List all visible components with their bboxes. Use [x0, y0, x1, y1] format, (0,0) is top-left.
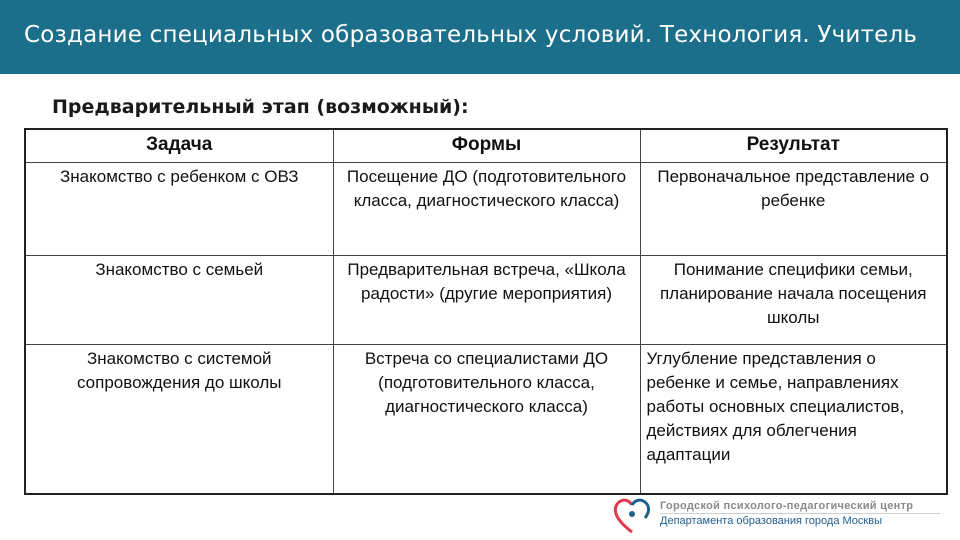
- task-cell: Знакомство с семьей: [25, 256, 333, 345]
- result-cell: Понимание специфики семьи, планирование начала посещения школы: [640, 256, 947, 345]
- task-cell: Знакомство с ребенком с ОВЗ: [25, 163, 333, 256]
- result-cell: Углубление представления о ребенке и семье, направлениях работы основных специалистов, действиях для облегчения адаптации: [640, 345, 947, 495]
- column-header-result: Результат: [640, 129, 947, 163]
- forms-cell: Встреча со специалистами ДО (подготовительного класса, диагностического класса): [333, 345, 640, 495]
- slide-header: [0, 0, 960, 74]
- column-header-task: Задача: [25, 129, 333, 163]
- result-cell: Первоначальное представление о ребенке: [640, 163, 947, 256]
- stage-table: [24, 128, 948, 495]
- logo-org-department: Департамента образования города Москвы: [660, 515, 882, 527]
- table-row: [25, 256, 947, 345]
- forms-cell: Посещение ДО (подготовительного класса, диагностического класса): [333, 163, 640, 256]
- table-header-row: [25, 129, 947, 163]
- center-logo: [610, 494, 950, 536]
- logo-org-name: Городской психолого-педагогический центр: [660, 500, 914, 512]
- column-header-forms: Формы: [333, 129, 640, 163]
- task-cell: Знакомство с системой сопровождения до школы: [25, 345, 333, 495]
- forms-cell: Предварительная встреча, «Школа радости» (другие мероприятия): [333, 256, 640, 345]
- logo-divider: [660, 513, 940, 514]
- heart-logo-icon: [610, 494, 654, 536]
- table-row: [25, 345, 947, 495]
- section-subtitle: Предварительный этап (возможный):: [52, 96, 469, 118]
- slide-title: Создание специальных образовательных условий. Технология. Учитель: [24, 22, 918, 48]
- table-row: [25, 163, 947, 256]
